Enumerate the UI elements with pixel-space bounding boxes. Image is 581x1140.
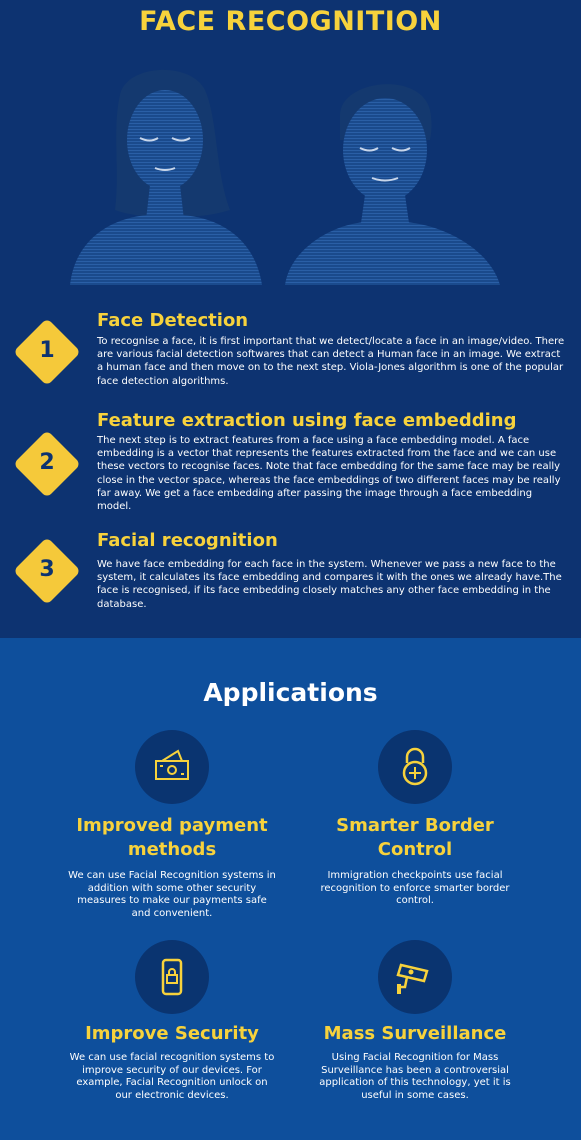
step-2-text: The next step is to extract features from a face using a face embedding model. A face embedding is a vector that represents the features extracted from the face and we can use these vectors to recognise faces. Note that face embedding for the same face may be really close in the vector space, whereas the face embeddings of two different faces may be really far away. We get a face embedding after passing the image through a face embedding model. (97, 435, 561, 513)
application-security-text: We can use facial recognition systems to improve security of our devices. For example, Facial Recognition unlock on our electronic devices. (69, 1052, 275, 1101)
woman-portrait (70, 70, 262, 285)
application-border-control (295, 730, 535, 930)
page-title: FACE RECOGNITION (139, 6, 442, 37)
step-3-title: Facial recognition (97, 530, 278, 551)
application-border-title-line2: Control (377, 839, 453, 860)
step-2-number: 2 (39, 450, 55, 475)
money-icon (135, 730, 209, 804)
faces-illustration (0, 60, 581, 290)
man-portrait (285, 84, 500, 285)
application-payment-title-line1: Improved payment (76, 815, 268, 836)
applications-section (0, 638, 581, 1140)
application-payment-title-line2: methods (127, 839, 217, 860)
step-2-title: Feature extraction using face embedding (97, 410, 517, 431)
applications-title: Applications (203, 678, 378, 707)
application-payment (52, 730, 292, 930)
application-security (52, 940, 292, 1130)
application-border-title-line1: Smarter Border (336, 815, 494, 836)
cctv-camera-icon (378, 940, 452, 1014)
step-1-number: 1 (39, 338, 55, 363)
application-surveillance (295, 940, 535, 1130)
phone-lock-icon (135, 940, 209, 1014)
application-security-title: Improve Security (85, 1023, 259, 1044)
step-3-number: 3 (39, 557, 55, 582)
application-border-text: Immigration checkpoints use facial recognition to enforce smarter border control. (320, 870, 510, 907)
step-1-title: Face Detection (97, 310, 249, 331)
application-surveillance-title: Mass Surveillance (323, 1023, 507, 1044)
application-surveillance-text: Using Facial Recognition for Mass Surveillance has been a controversial application of this technology, yet it is useful in some cases. (319, 1052, 511, 1101)
step-1-text: To recognise a face, it is first important that we detect/locate a face in an image/video. There are various facial detection softwares that can detect a Human face in an image. We extract a human face and then move on to the next step. Viola-Jones algorithm is one of the popular face detection algorithms. (97, 336, 565, 387)
step-3-text: We have face embedding for each face in the system. Whenever we pass a new face to the system, it calculates its face embedding and compares it with the ones we already have.The face is recognised, if its face embedding closely matches any other face embedding in the database. (97, 559, 562, 610)
padlock-icon (378, 730, 452, 804)
application-payment-text: We can use Facial Recognition systems in addition with some other security measures to make our payments safe and convenient. (68, 870, 276, 919)
